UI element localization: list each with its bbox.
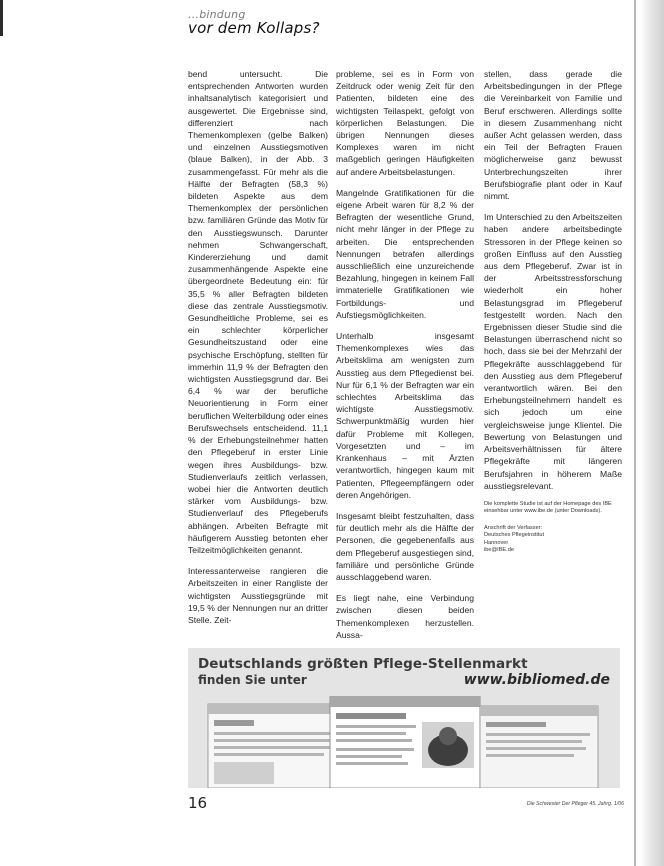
paragraph: bend untersucht. Die entsprechenden Antworten wurden inhaltsanalytisch kategorisiert und ausgewertet. Die Ergebnisse sind, differenziert nach Themenkomplexen (gelbe Balken) und einzelnen Ausstiegsmotiven (blaue Balken), in der Abb. 3 zusammengefasst. Für mehr als die Hälfte der Befragten (58,3 %) bildeten Aspekte aus dem Themenkomplex der persönlichen bzw. familiären Gründe das Motiv für den Ausstiegswunsch. Darunter nehmen Schwangerschaft, Kindererziehung und damit zusammenhängende Aspekte eine übergeordnete Bedeutung ein: für 35,5 % aller Befragten bildeten diese das zentrale Ausstiegsmotiv. Gesundheitliche Probleme, sei es ein schlechter körperlicher Gesundheitszustand oder eine psychische Erschöpfung, stellten für immerhin 11,9 % der Befragten den wichtigsten Ausstiegsgrund dar. Bei 6,4 % war der berufliche Neuorientierung in Form einer beruflichen Weiterbildung oder eines Berufswechsels entscheidend. 11,1 % der Erhebungsteilnehmer hatten den Pflegeberuf in erster Linie wegen ihres Ausbildungs- bzw. Studienverlaufs zeitlich verlassen, wobei hier die Antworten deutlich stärker vom Ausbildungs- bzw. Studienverlauf des Pflegeberufs abhängen. Arbeiten Befragte mit häufigerem Ausstieg betonten eher Teilzeitmöglichkeiten genannt.	[188, 69, 328, 555]
address-heading: Anschrift der Verfasser:	[484, 524, 543, 531]
address-line: Deutsches Pflegeinstitut	[484, 532, 545, 539]
paragraph: Im Unterschied zu den Arbeitszeiten haben andere arbeitsbedingte Stressoren in der Pflege keinen so großen Einfluss auf den Ausstieg aus dem Pflegeberuf. Zwar ist in der Arbeitsstressforschung wiederholt ein hoher Belastungsgrad im Pflegeberuf festgestellt worden. Nach den Ergebnissen dieser Studie sind die Belastungen überraschend nicht so hoch, dass sie bei der Mehrzahl der Pflegekräfte ausschlaggebend für den Ausstieg aus dem Pflegeberuf verantwortlich wären. Bei den Erhebungsteilnehmern handelt es sich jedoch um eine vergleichsweise junge Klientel. Die Bewertung von Belastungen und Arbeitsverhältnissen für ältere Pflegekräfte mit längeren Berufsjahren in höherem Maße ausstiegsrelevant.	[484, 212, 622, 491]
paragraph: Insgesamt bleibt festzuhalten, dass für deutlich mehr als die Hälfte der Personen, die gegebenenfalls aus dem Pflegeberuf ausgestiegen sind, familiäre und persönliche Gründe ausschlaggebend waren.	[336, 510, 474, 582]
ad-title: Deutschlands größten Pflege-Stellenmarkt	[198, 656, 528, 672]
paragraph: Unterhalb insgesamt Themenkomplexes wies das Arbeitsklima am wenigsten zum Ausstieg aus dem Pflegedienst bei. Nur für 6,1 % der Befragten war ein schlechtes Arbeitsklima das wichtigste Ausstiegsmotiv. Schwerpunktmäßig wurden hier dafür Probleme mit Kollegen, Vorgesetzten und – im Krankenhaus – mit Ärzten verantwortlich, hingegen kaum mit Patienten, Pflegeempfängern oder deren Angehörigen.	[336, 331, 474, 500]
address-email: ibe@IBE.de	[484, 546, 514, 553]
study-download-note: Die komplette Studie ist auf der Homepage des IBE einsehbar unter www.ibe.de (unter Downloads).	[484, 500, 612, 515]
screenshot-middle	[330, 696, 480, 788]
page-fold-shadow	[640, 0, 664, 866]
ad-url-link[interactable]: www.bibliomed.de	[463, 672, 610, 688]
paragraph: Mangelnde Gratifikationen für die eigene Arbeit waren für 8,2 % der Befragten der wesentliche Grund, nicht mehr länger in der Pflege zu arbeiten. Die entsprechenden Nennungen betrafen allerdings ausschließlich eine unzureichende Bezahlung, hingegen in keinem Fall immaterielle Gratifikationen wie Fortbildungs- und Aufstiegsmöglichkeiten.	[336, 187, 474, 320]
author-address	[484, 525, 622, 555]
ad-screenshot-collage	[204, 696, 604, 788]
text-column-3	[484, 68, 622, 566]
article-kicker: …bindung	[188, 8, 246, 21]
paragraph: stellen, dass gerade die Arbeitsbedingungen in der Pflege die Vereinbarkeit von Familie und Beruf erschweren. Allerdings sollte in diesem Zusammenhang nicht außer Acht gelassen werden, dass ein Teil der Befragten Frauen möglicherweise ganz bewusst Unterbrechungszeiten ihrer Berufsbiografie plant oder in Kauf nimmt.	[484, 69, 622, 202]
paragraph: Es liegt nahe, eine Verbindung zwischen diesen beiden Themenkomplexen herzustellen. Aussa-	[336, 593, 474, 640]
text-column-2	[336, 68, 474, 650]
text-column-1	[188, 68, 328, 635]
screenshot-right	[480, 706, 598, 788]
paragraph: probleme, sei es in Form von Zeitdruck oder wenig Zeit für den Patienten, bildeten eine des wichtigsten Teilaspekt, gefolgt von körperlichen Belastungen. Die übrigen Nennungen dieses Komplexes waren im nicht maßgeblich geringen Häufigkeiten auf andere Arbeitsbelastungen.	[336, 69, 474, 177]
advertisement-banner[interactable]	[188, 648, 620, 788]
address-line: Hannover	[484, 539, 509, 546]
article-headline: vor dem Kollaps?	[188, 19, 320, 37]
publication-footer: Die Schwester Der Pfleger 45. Jahrg. 1/06	[526, 801, 624, 807]
page-number: 16	[188, 794, 208, 812]
margin-mark	[0, 0, 3, 36]
ad-subtitle: finden Sie unter	[198, 673, 307, 687]
page-binding-edge	[634, 0, 636, 866]
paragraph: Interessanterweise rangieren die Arbeitszeiten in einer Rangliste der wichtigsten Ausstiegsgründe mit 19,5 % der Nennungen nur an dritter Stelle. Zeit-	[188, 566, 328, 625]
